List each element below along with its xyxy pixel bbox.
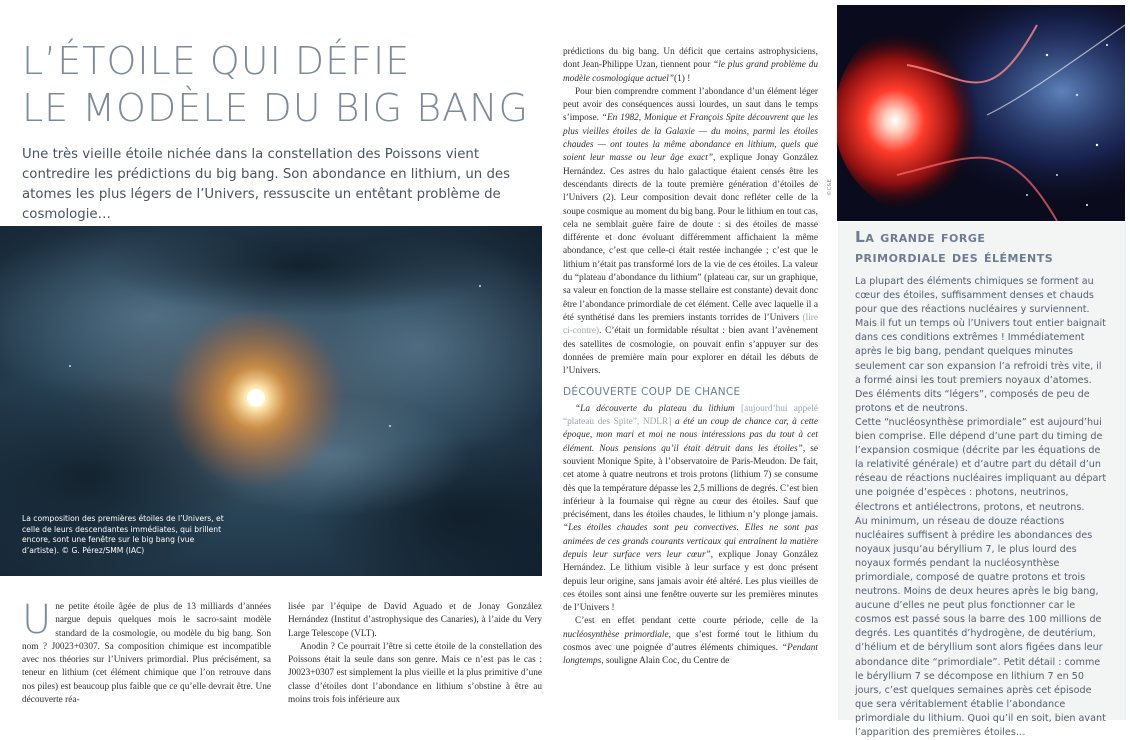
sidebar-paragraph-1: La plupart des éléments chimiques se forment au cœur des étoiles, suffisamment denses et chauds pour que des réactions nucléaires y surviennent. Mais il fut un temps où l’Univers tout entier baignait dans ces conditions extrêmes ! Immédiatement après le big bang, pendant quelques minutes seulement car son expansion l’a refroidi très vite, il a formé ainsi les tout premiers noyaux d’atomes. Des éléments dits “légers”, composés de peu de protons et de neutrons. (855, 276, 1106, 414)
body-column-1 (22, 597, 271, 707)
title-line-2: LE MODÈLE DU BIG BANG (22, 86, 530, 130)
col1-text: ne petite étoile âgée de plus de 13 milliards d’années nargue depuis quelques mois le sacro-saint modèle standard de la cosmologie, ou modèle du big bang. Son nom ? J0023+0307. Sa composition chimique est incompatible avec nos théories sur l’Univers primordial. Plus précisément, sa teneur en lithium (cet élément chimique que l’on retrouve dans nos piles) est beaucoup plus faible que ce qu’elle devrait être. Une découverte réa- (22, 602, 271, 706)
hero-credit: © G. Pérez/SMM (IAC) (61, 545, 145, 555)
galaxy-illustration (837, 5, 1125, 221)
col3-paragraph-1: prédictions du big bang. Un déficit que certains astrophysiciens, dont Jean-Philippe Uzan, tiennent pour “le plus grand problème du modèle cosmologique actuel”(1) ! (563, 47, 818, 84)
col3-paragraph-2: Pour bien comprendre comment l’abondance d’un élément léger peut avoir des conséquences aussi lourdes, un saut dans le temps s’impose. “En 1982, Monique et François Spite découvrent que les plus vieilles étoiles de la Galaxie — du moins, parmi les étoiles chaudes — ont toutes la même abondance en lithium, quels que soient leur masse ou leur âge exact”, explique Jonay González Hernández. Ces astres du halo galactique étaient censés être les descendants directs de la toute première génération d’étoiles de l’Univers (2). Leur composition devait donc refléter celle de la soupe cosmique au moment du big bang. Pour le lithium en tout cas, cela ne semblait guère faire de doute : si des étoiles de masse différente et donc évoluant différemment affichaient la même abondance, c’est que celle-ci était restée inchangée ; c’est que le lithium n’était pas transformé lors de la vie de ces étoiles. La valeur du “plateau d’abondance du lithium” (plateau car, sur un graphique, sa valeur en fonction de la masse stellaire est constante) devait donc être l’abondance primordiale de cet élément. Celle avec laquelle il a été synthétisé dans les premiers instants torrides de l’Univers (lire ci-contre). C’était un formidable résultat : bien avant l’avènement des satellites de cosmologie, on pouvait enfin s’appuyer sur des données de première main pour explorer en détail les débuts de l’Univers. (563, 86, 819, 377)
sidebar-title-line-2: primordiale des éléments (855, 248, 1054, 266)
title-line-1: L’ÉTOILE QUI DÉFIE (22, 39, 411, 83)
col2-paragraph-1: lisée par l’équipe de David Aguado et de Jonay González Hernández (Institut d’astrophysique des Canaries), à l’aide du Very Large Telescope (VLT). (288, 602, 542, 639)
sidebar-paragraph-2: Cette “nucléosynthèse primordiale” est aujourd’hui bien comprise. Elle dépend d’une part du timing de l’expansion cosmique (décrite par les équations de la relativité générale) et d’autre part du détail d’un réseau de réactions nucléaires impliquant au départ une poignée d’espèces : photons, neutrinos, électrons et antiélectrons, protons, et neutrons. (855, 416, 1107, 513)
article-title (22, 38, 542, 132)
body-column-2 (288, 601, 542, 707)
section-subheading: DÉCOUVERTE COUP DE CHANCE (563, 386, 741, 399)
hero-caption (22, 514, 232, 556)
col2-paragraph-2: Anodin ? Ce pourrait l’être si cette étoile de la constellation des Poissons était la seule dans son genre. Mais ce n’est pas le cas : J0023+0307 est simplement la plus vieille et la plus primitive d’une classe d’étoiles dont l’abondance en lithium s’obstine à être au moins trois fois inférieure aux (288, 641, 542, 706)
galaxy-credit: ©C&E (827, 178, 833, 196)
sidebar-body (855, 275, 1110, 740)
body-column-3 (563, 46, 818, 669)
drop-cap: U (22, 597, 52, 643)
col3-paragraph-4: C’est en effet pendant cette courte période, celle de la nucléosynthèse primordiale, que s’est formé tout le lithium du cosmos avec une poignée d’autres éléments chimiques. “Pendant longtemps, souligne Alain Coc, du Centre de (563, 616, 818, 667)
article-lede: Une très vieille étoile nichée dans la constellation des Poissons vient contredire les prédictions du big bang. Son abondance en lithium, un des atomes les plus légers de l’Univers, ressuscite un entêtant problème de cosmologie… (22, 147, 510, 222)
sidebar-title (855, 227, 1115, 267)
sidebar-paragraph-3: Au minimum, un réseau de douze réactions nucléaires suffisent à prédire les abondances des noyaux jusqu’au béryllium 7, le plus lourd des noyaux formés pendant la nucléosynthèse primordiale, composé de quatre protons et trois neutrons. Moins de deux heures après le big bang, aucune d’elles ne peut plus fonctionner car le cosmos est passé sous la barre des 100 millions de degrés. Les quantités d’hydrogène, de deutérium, d’hélium et de béryllium sont alors figées dans leur abondance dite “primordiale”. Petit détail : comme le béryllium 7 se décompose en lithium 7 en 50 jours, c’est quelques semaines après cet épisode que sera véritablement établie l’abondance primordiale du lithium. Quoi qu’il en soit, bien avant l’apparition des premières étoiles… (855, 515, 1106, 738)
sidebar-title-line-1: La grande forge (855, 228, 986, 246)
hero-caption-text: La composition des premières étoiles de l’Univers, et celle de leurs descendantes immédiates, qui brillent encore, sont une fenêtre sur le big bang (vue d’artiste). (22, 514, 224, 555)
col3-paragraph-3: “La découverte du plateau du lithium [aujourd’hui appelé “plateau des Spite”, NDLR] a été un coup de chance car, à cette époque, mon mari et moi ne nous intéressions pas du tout à cet élément. Nous pensions qu’il était détruit dans les étoiles”, se souvient Monique Spite, à l’observatoire de Paris-Meudon. De fait, cet atome à quatre neutrons et trois protons (lithium 7) se consume dès que la température dépasse les 2,5 millions de degrés. C’est bien inférieur à la fournaise qui règne au cœur des étoiles. Sauf que précisément, dans les étoiles chaudes, le lithium n’y plonge jamais. “Les étoiles chaudes sont peu convectives. Elles ne sont pas animées de ces grands courants verticaux qui entraînent la matière depuis leur surface vers leur cœur”, explique Jonay González Hernández. Le lithium visible à leur surface y est donc présent depuis leur origine, sans jamais avoir été altéré. Les plus vieilles de ces étoiles sont ainsi une fenêtre ouverte sur les premières minutes de l’Univers ! (563, 403, 818, 614)
